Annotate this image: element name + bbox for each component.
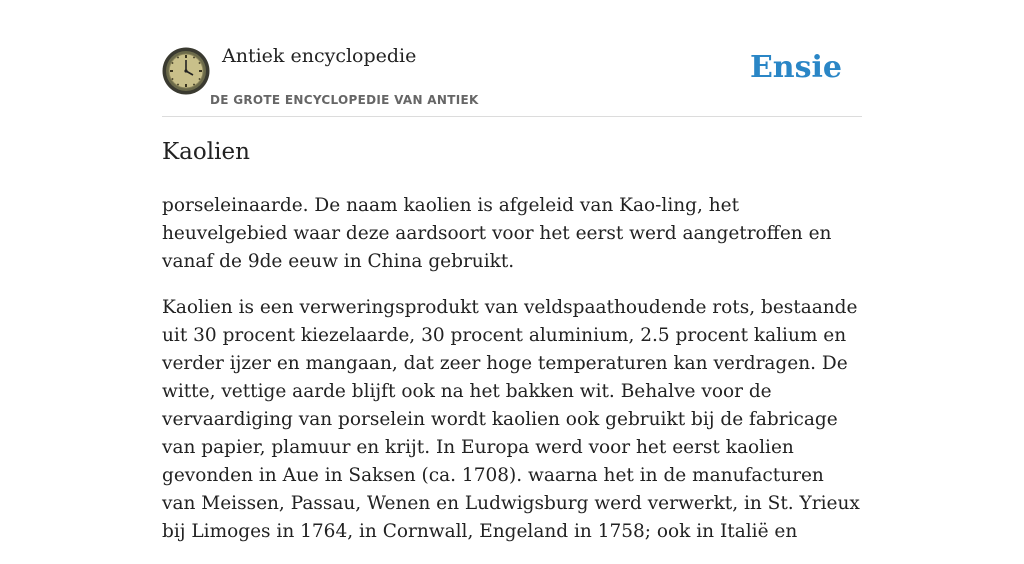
article-body: [162, 192, 862, 564]
site-header: [162, 0, 862, 117]
article-paragraph: porseleinaarde. De naam kaolien is afgeleid van Kao-ling, het heuvelgebied waar deze aardsoort voor het eerst werd aangetroffen en vanaf de 9de eeuw in China gebruikt.: [162, 195, 832, 272]
brand-logo-link[interactable]: Ensie: [749, 50, 842, 85]
page: [162, 0, 862, 542]
article-title: Kaolien: [162, 139, 250, 165]
clock-icon[interactable]: [162, 47, 210, 95]
site-title[interactable]: Antiek encyclopedie: [222, 45, 417, 67]
article-paragraph: Kaolien is een verweringsprodukt van veldspaathoudende rots, bestaande uit 30 procent kiezelaarde, 30 procent aluminium, 2.5 procent kalium en verder ijzer en mangaan, dat zeer hoge temperaturen kan verdragen. De witte, vettige aarde blijft ook na het bakken wit. Behalve voor de vervaardiging van porselein wordt kaolien ook gebruikt bij de fabricage van papier, plamuur en krijt. In Europa werd voor het eerst kaolien gevonden in Aue in Saksen (ca. 1708). waarna het in de manufacturen van Meissen, Passau, Wenen en Ludwigsburg werd verwerkt, in St. Yrieux bij Limoges in 1764, in Cornwall, Engeland in 1758; ook in Italië en: [162, 297, 860, 542]
site-subtitle: DE GROTE ENCYCLOPEDIE VAN ANTIEK: [210, 93, 479, 107]
